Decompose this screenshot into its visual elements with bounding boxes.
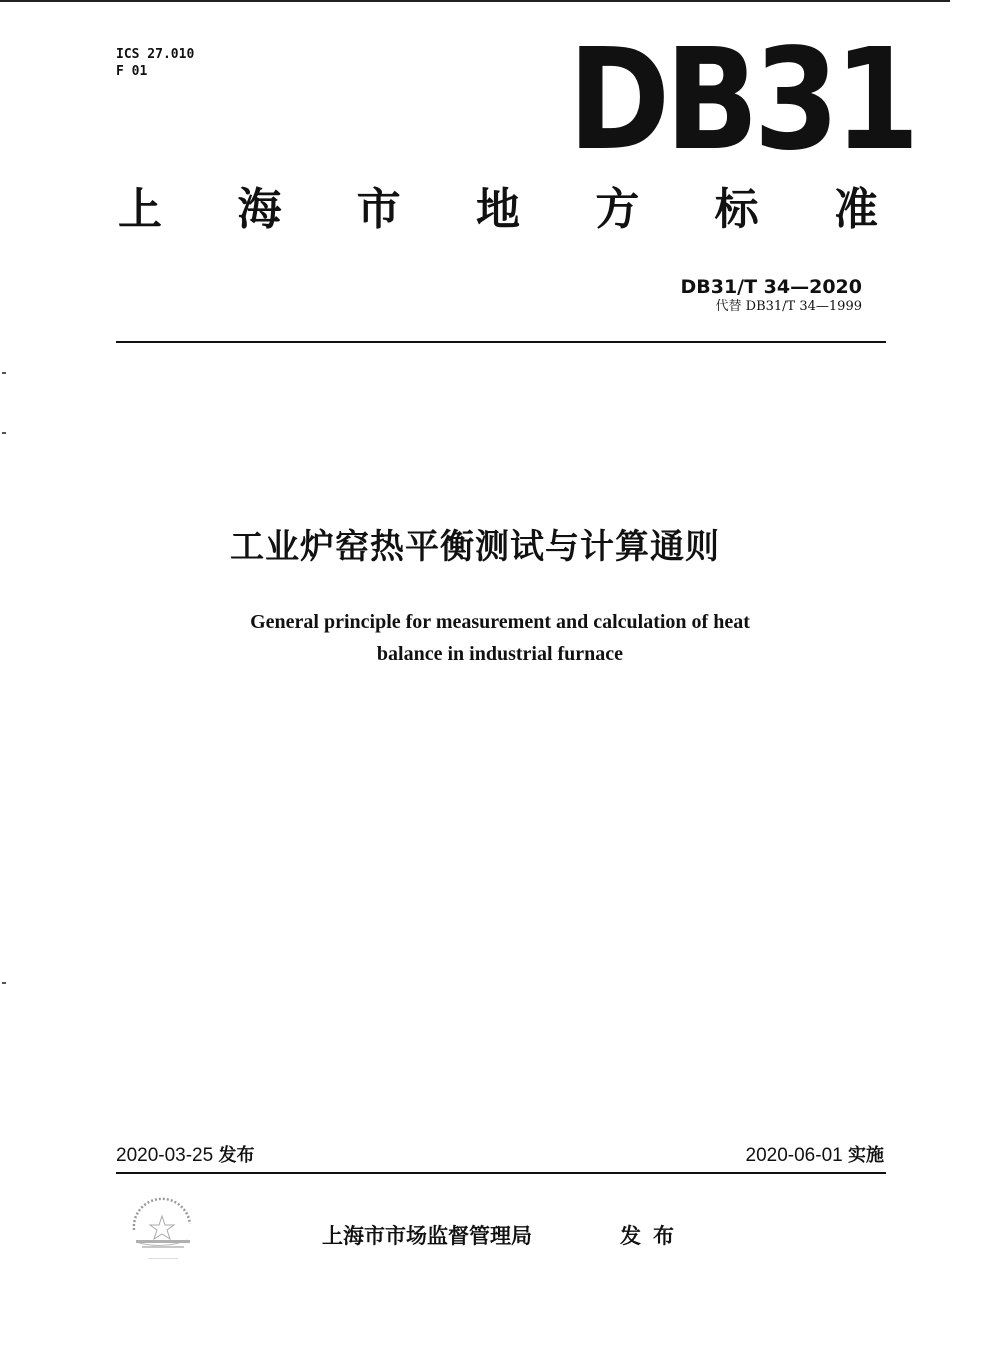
- margin-mark: [2, 982, 6, 984]
- title-english: [0, 606, 1000, 670]
- standard-type-heading: [118, 180, 878, 240]
- ics-code: ICS 27.010: [116, 47, 195, 62]
- standard-number-block: [680, 276, 862, 316]
- classification-codes: [116, 46, 194, 80]
- standard-type-char: 方: [595, 184, 640, 235]
- replaces-note: 代替 DB31/T 34—1999: [715, 299, 862, 314]
- top-edge-line: [0, 0, 950, 2]
- title-english-line2: balance in industrial furnace: [376, 643, 624, 665]
- ccs-code: F 01: [116, 64, 148, 79]
- implementation-date: 2020-06-01: [745, 1145, 843, 1166]
- header-divider: [116, 341, 886, 343]
- db31-logo-text: DB31: [568, 19, 915, 182]
- issue-label: 发布: [218, 1145, 255, 1166]
- margin-mark: [2, 372, 6, 374]
- title-english-line1: General principle for measurement and calculation of heat: [250, 611, 750, 633]
- issue-date-block: [116, 1142, 254, 1170]
- standard-type-char: 准: [833, 184, 878, 235]
- db31-logo: [568, 19, 915, 182]
- footer-divider: [116, 1172, 886, 1174]
- standard-code: DB31/T 34—2020: [680, 276, 862, 298]
- implementation-label: 实施: [848, 1145, 884, 1166]
- issuing-verb: 发布: [620, 1224, 686, 1248]
- issuing-authority: 上海市市场监督管理局: [322, 1224, 532, 1248]
- issue-date: 2020-03-25: [116, 1145, 214, 1166]
- standard-type-char: 上: [118, 184, 162, 235]
- standard-type-char: 标: [714, 184, 759, 235]
- margin-mark: [2, 432, 6, 434]
- standard-type-char: 海: [237, 184, 282, 235]
- title-chinese: 工业炉窑热平衡测试与计算通则: [230, 527, 720, 567]
- standard-type-char: 市: [356, 184, 401, 235]
- standard-type-char: 地: [475, 184, 520, 235]
- faint-seal-stamp-icon: [122, 1190, 202, 1270]
- implementation-date-block: [746, 1142, 884, 1170]
